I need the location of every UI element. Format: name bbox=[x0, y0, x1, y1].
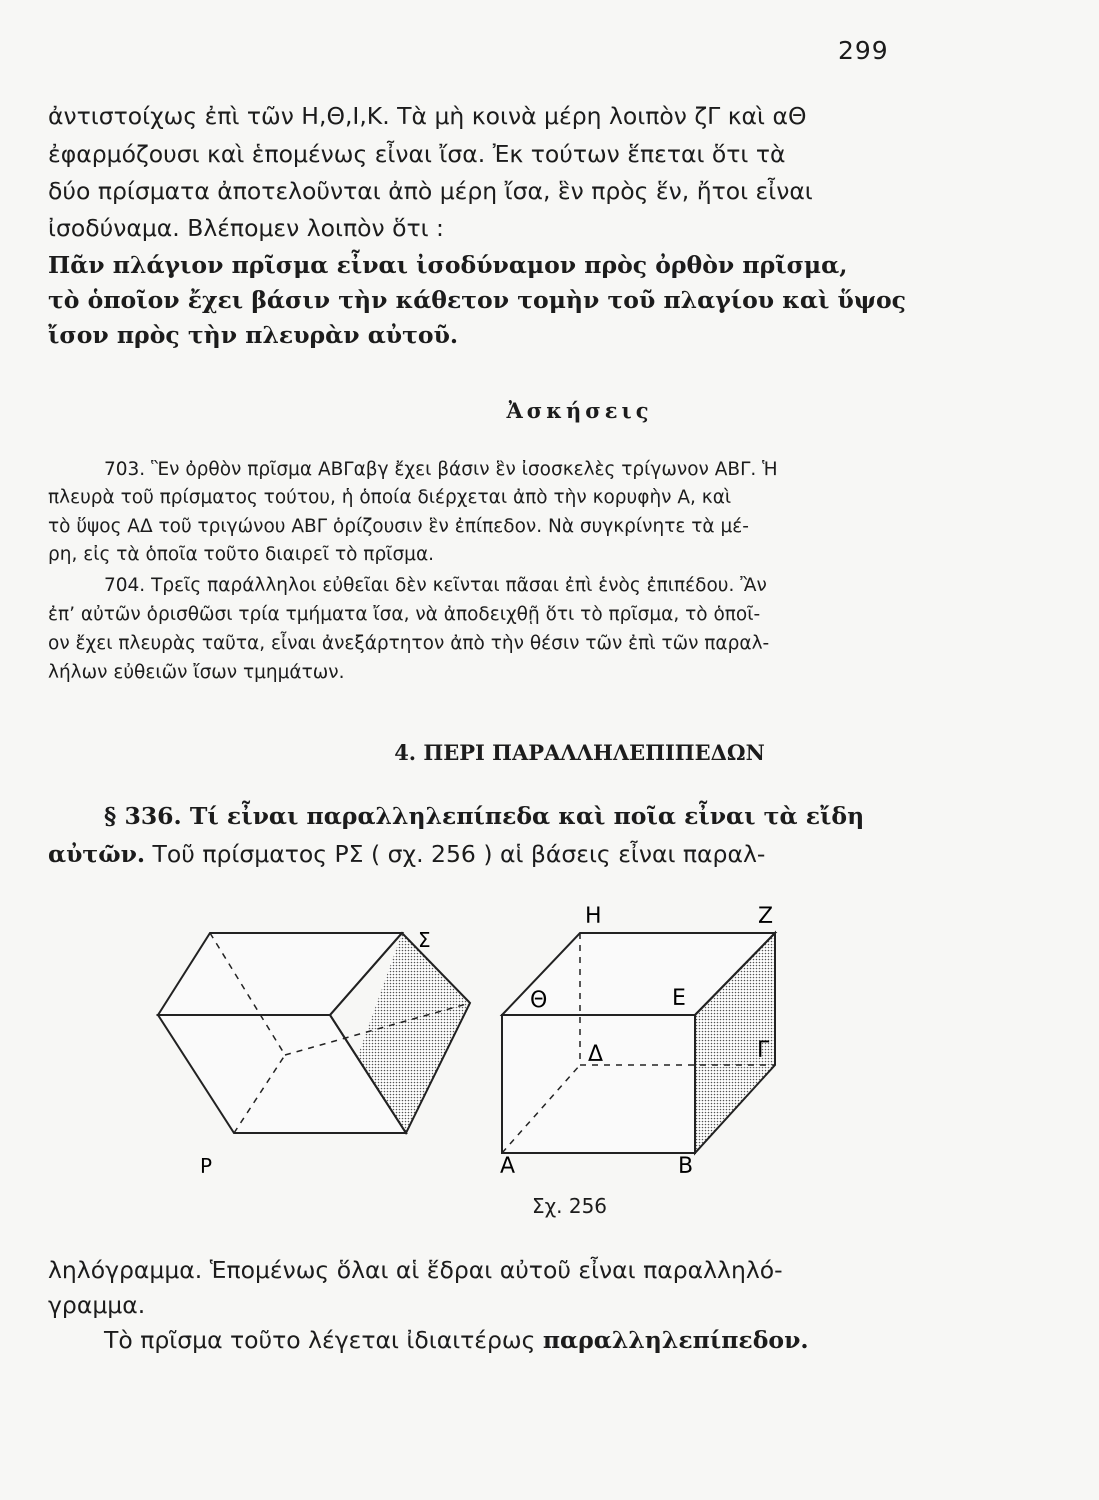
exercise-704-line: ον ἔχει πλευρὰς ταῦτα, εἶναι ἀνεξάρτητον ἀπὸ τὴν θέσιν τῶν ἐπὶ τῶν παραλ- bbox=[48, 633, 770, 654]
label-S: Σ bbox=[418, 928, 431, 952]
label-G: Γ bbox=[757, 1038, 770, 1063]
figure-256 bbox=[140, 895, 800, 1200]
label-P: Ρ bbox=[200, 1154, 213, 1178]
exercises-heading: Ἀσκήσεις bbox=[506, 398, 653, 423]
exercise-703-line: ρη, εἰς τὰ ὁποῖα τοῦτο διαιρεῖ τὸ πρῖσμα. bbox=[48, 544, 435, 565]
paragraph-line: δύο πρίσματα ἀποτελοῦνται ἀπὸ μέρη ἴσα, ἓν πρὸς ἕν, ἤτοι εἶναι bbox=[48, 177, 813, 205]
final-line-text: Τὸ πρῖσμα τοῦτο λέγεται ἰδιαιτέρως bbox=[104, 1326, 543, 1354]
page-number: 299 bbox=[838, 36, 889, 65]
oblique-prism-drawing bbox=[158, 933, 470, 1133]
final-line bbox=[48, 1324, 890, 1356]
paragraph-line: ληλόγραμμα. Ἑπομένως ὅλαι αἱ ἕδραι αὐτοῦ εἶναι παραλληλό- bbox=[48, 1256, 783, 1284]
exercise-704-line: 704. Τρεῖς παράλληλοι εὐθεῖαι δὲν κεῖνται πᾶσαι ἐπὶ ἑνὸς ἐπιπέδου. Ἂν bbox=[104, 575, 767, 596]
section-336-heading: § 336. Τί εἶναι παραλληλεπίπεδα καὶ ποῖα εἶναι τὰ εἴδη bbox=[104, 802, 865, 830]
right-parallelepiped-drawing bbox=[502, 933, 775, 1153]
section-336-bold: αὐτῶν. bbox=[48, 840, 146, 868]
paragraph-line: ἰσοδύναμα. Βλέπομεν λοιπὸν ὅτι : bbox=[48, 214, 444, 242]
exercise-704-line: ἐπ’ αὐτῶν ὁρισθῶσι τρία τμήματα ἴσα, νὰ ἀποδειχθῇ ὅτι τὸ πρῖσμα, τὸ ὁποῖ- bbox=[48, 604, 761, 625]
label-E: Ε bbox=[672, 986, 686, 1011]
theorem-line: ἴσον πρὸς τὴν πλευρὰν αὐτοῦ. bbox=[48, 321, 459, 349]
label-B: Β bbox=[678, 1154, 694, 1179]
exercise-703-line: τὸ ὕψος ΑΔ τοῦ τριγώνου ΑΒΓ ὁρίζουσιν ἓν ἐπίπεδον. Νὰ συγκρίνητε τὰ μέ- bbox=[48, 516, 749, 537]
label-D: Δ bbox=[588, 1042, 604, 1067]
paragraph-line: ἐφαρμόζουσι καὶ ἑπομένως εἶναι ἴσα. Ἐκ τούτων ἕπεται ὅτι τὰ bbox=[48, 140, 786, 168]
theorem-line: τὸ ὁποῖον ἔχει βάσιν τὴν κάθετον τομὴν τοῦ πλαγίου καὶ ὕψος bbox=[48, 286, 906, 314]
section-336-line2 bbox=[48, 838, 890, 870]
theorem-line: Πᾶν πλάγιον πρῖσμα εἶναι ἰσοδύναμον πρὸς ὀρθὸν πρῖσμα, bbox=[48, 251, 848, 279]
paragraph-line: ἀντιστοίχως ἐπὶ τῶν Η,Θ,Ι,Κ. Τὰ μὴ κοινὰ μέρη λοιπὸν ζΓ καὶ αΘ bbox=[48, 102, 807, 130]
label-H: Η bbox=[585, 904, 602, 929]
label-Th: Θ bbox=[530, 988, 548, 1013]
figure-caption: Σχ. 256 bbox=[531, 1194, 608, 1218]
exercise-703-line: πλευρὰ τοῦ πρίσματος τούτου, ἡ ὁποία διέρχεται ἀπὸ τὴν κορυφὴν Α, καὶ bbox=[48, 487, 732, 508]
section-title: 4. ΠΕΡΙ ΠΑΡΑΛΛΗΛΕΠΙΠΕΔΩΝ bbox=[394, 740, 765, 765]
label-Z: Ζ bbox=[758, 904, 774, 929]
section-336-text: Τοῦ πρίσματος ΡΣ ( σχ. 256 ) αἱ βάσεις εἶναι παραλ- bbox=[145, 840, 766, 868]
paragraph-line: γραμμα. bbox=[48, 1291, 146, 1319]
final-line-bold: παραλληλεπίπεδον. bbox=[542, 1326, 809, 1354]
exercise-704-line: λήλων εὐθειῶν ἴσων τμημάτων. bbox=[48, 662, 345, 683]
exercise-703-line: 703. Ἓν ὀρθὸν πρῖσμα ΑΒΓαβγ ἔχει βάσιν ἓν ἰσοσκελὲς τρίγωνον ΑΒΓ. Ἡ bbox=[104, 459, 778, 480]
label-A: Α bbox=[500, 1154, 516, 1179]
